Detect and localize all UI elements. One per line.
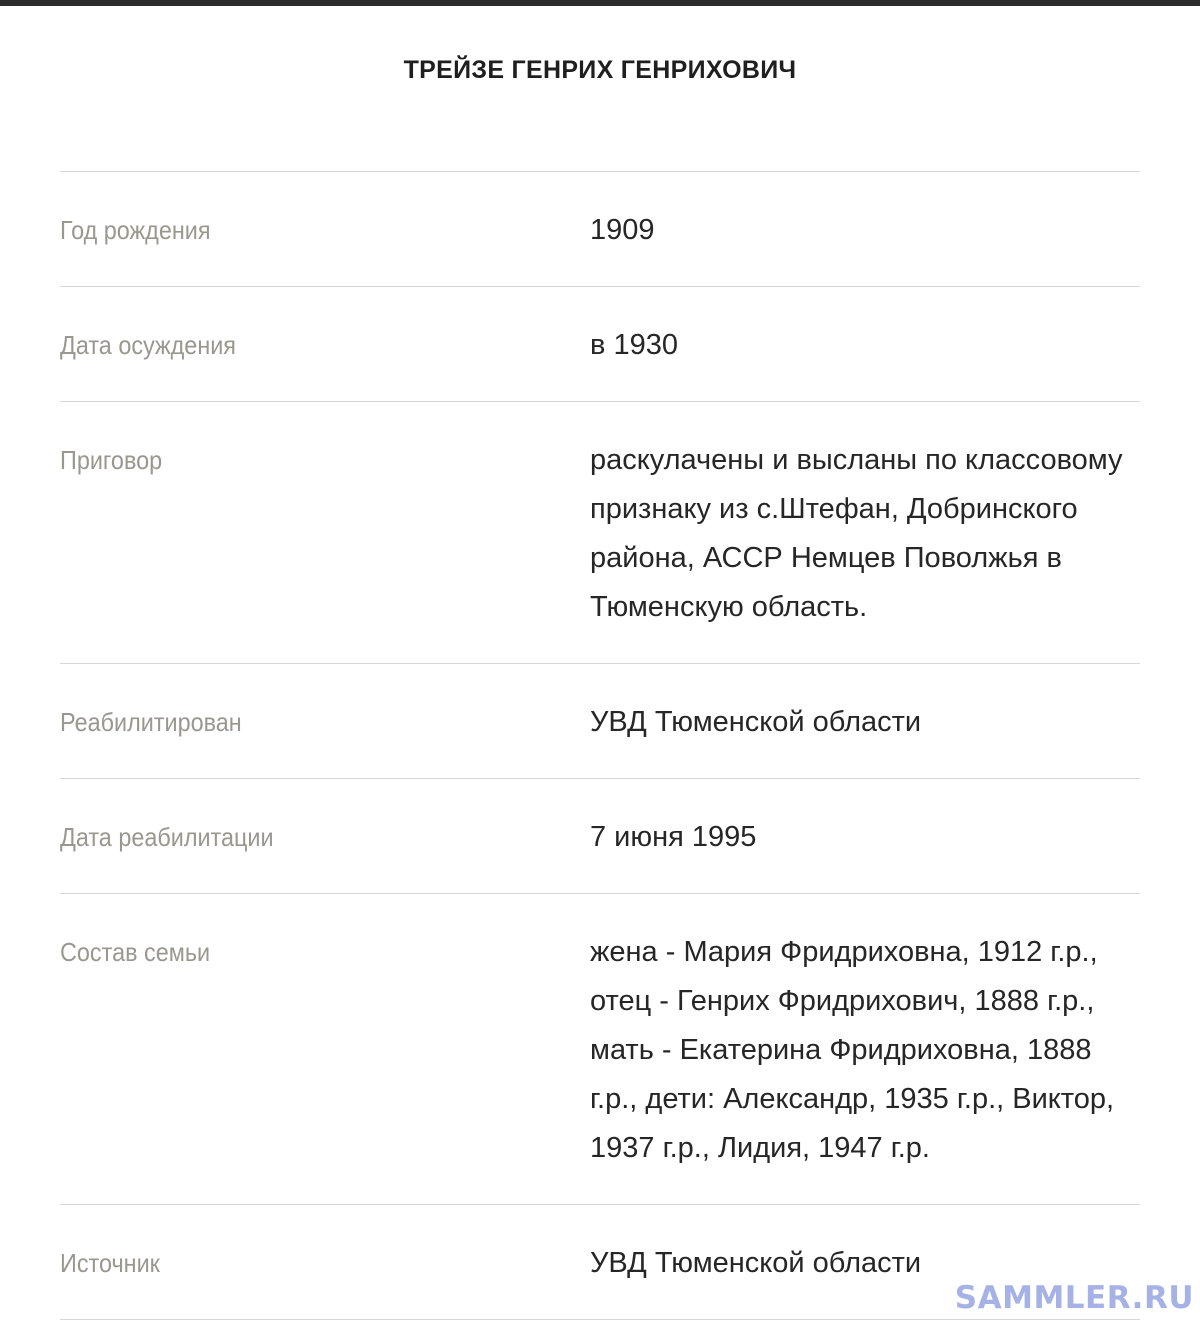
row-conviction-date: [60, 287, 1140, 402]
row-label: Дата осуждения: [60, 330, 236, 360]
row-label: Состав семьи: [60, 937, 211, 967]
page-title: ТРЕЙЗЕ ГЕНРИХ ГЕНРИХОВИЧ: [403, 56, 797, 84]
row-label: Реабилитирован: [60, 707, 242, 737]
watermark: SAMMLER.RU: [954, 1280, 1194, 1316]
row-value: раскулачены и высланы по классовому признаку из с.Штефан, Добринского района, АССР Немцев Поволжья в Тюменскую область.: [590, 444, 1123, 623]
row-rehabilitated-by: [60, 664, 1140, 779]
row-value: 7 июня 1995: [590, 821, 757, 853]
row-family: [60, 894, 1140, 1205]
row-label: Год рождения: [60, 215, 211, 245]
top-bar: [0, 0, 1200, 6]
row-label: Дата реабилитации: [60, 822, 274, 852]
row-label: Источник: [60, 1248, 160, 1278]
info-table: [60, 171, 1140, 1320]
row-birth-year: [60, 172, 1140, 287]
row-value: УВД Тюменской области: [590, 1247, 922, 1279]
row-sentence: [60, 402, 1140, 664]
row-value: УВД Тюменской области: [590, 706, 922, 738]
row-value: в 1930: [590, 329, 678, 361]
row-value: жена - Мария Фридриховна, 1912 г.р., отец - Генрих Фридрихович, 1888 г.р., мать - Екатерина Фридриховна, 1888 г.р., дети: Александр, 1935 г.р., Виктор, 1937 г.р., Лидия, 1947 г.р.: [590, 936, 1115, 1164]
row-label: Приговор: [60, 445, 163, 475]
row-rehabilitation-date: [60, 779, 1140, 894]
row-value: 1909: [590, 214, 655, 246]
